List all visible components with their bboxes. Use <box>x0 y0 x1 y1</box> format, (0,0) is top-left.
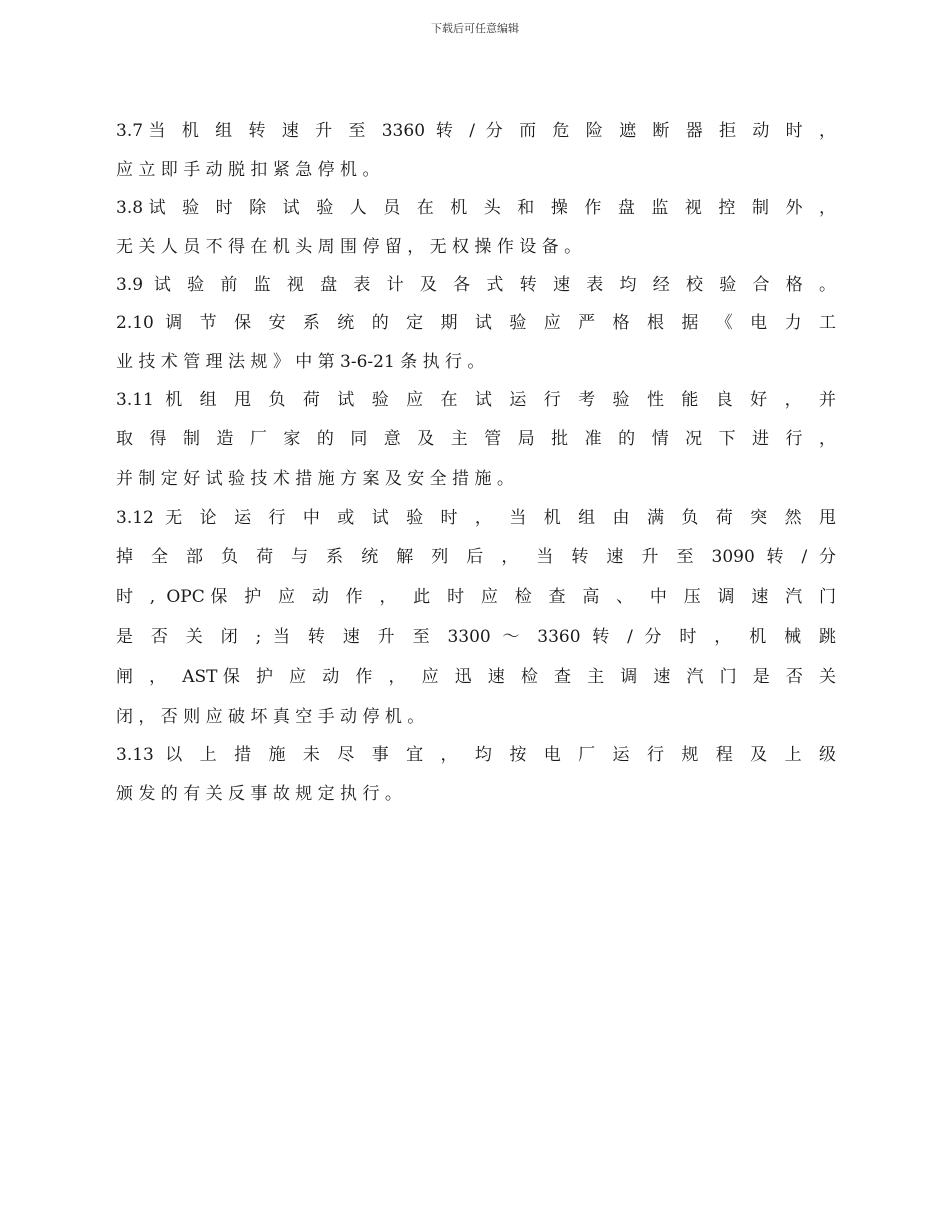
text-line: 闸 ， AST保 护 应 动 作 ， 应 迅 速 检 查 主 调 速 汽 门 是 否 关 <box>116 667 836 687</box>
text-line: 时 , OPC保 护 应 动 作 ， 此 时 应 检 查 高 、 中 压 调 速 汽 门 <box>116 587 836 607</box>
text-line: 3.12 无 论 运 行 中 或 试 验 时 ， 当 机 组 由 满 负 荷 突 然 甩 <box>116 508 836 528</box>
text-line: 应 立 即 手 动 脱 扣 紧 急 停 机 。 <box>116 160 380 180</box>
text-line: 2.10 调 节 保 安 系 统 的 定 期 试 验 应 严 格 根 据 《 电 力 工 <box>116 313 836 333</box>
text-line: 业 技 术 管 理 法 规 》 中 第 3-6-21 条 执 行 。 <box>116 352 485 372</box>
page-header: 下载后可任意编辑 <box>431 22 519 35</box>
text-line: 3.8试 验 时 除 试 验 人 员 在 机 头 和 操 作 盘 监 视 控 制 外 ， <box>116 198 836 218</box>
text-line: 掉 全 部 负 荷 与 系 统 解 列 后 ， 当 转 速 升 至 3090 转 / 分 <box>116 547 836 567</box>
document-body <box>116 112 836 814</box>
text-line: 是 否 关 闭 ; 当 转 速 升 至 3300 ～ 3360 转 / 分 时 ， 机 械 跳 <box>116 627 836 647</box>
text-line: 颁 发 的 有 关 反 事 故 规 定 执 行 。 <box>116 784 402 804</box>
text-line: 并 制 定 好 试 验 技 术 措 施 方 案 及 安 全 措 施 。 <box>116 469 514 489</box>
text-line: 3.9 试 验 前 监 视 盘 表 计 及 各 式 转 速 表 均 经 校 验 合 格 。 <box>116 275 836 295</box>
text-line: 3.13 以 上 措 施 未 尽 事 宜 ， 均 按 电 厂 运 行 规 程 及 上 级 <box>116 745 836 765</box>
text-line: 3.11 机 组 甩 负 荷 试 验 应 在 试 运 行 考 验 性 能 良 好 ， 并 <box>116 390 836 410</box>
text-line: 无 关 人 员 不 得 在 机 头 周 围 停 留 ， 无 权 操 作 设 备 。 <box>116 237 582 257</box>
text-line: 3.7当 机 组 转 速 升 至 3360 转 / 分 而 危 险 遮 断 器 拒 动 时 ， <box>116 121 836 141</box>
text-line: 闭 ， 否 则 应 破 坏 真 空 手 动 停 机 。 <box>116 707 425 727</box>
text-line: 取 得 制 造 厂 家 的 同 意 及 主 管 局 批 准 的 情 况 下 进 行 ， <box>116 429 836 449</box>
